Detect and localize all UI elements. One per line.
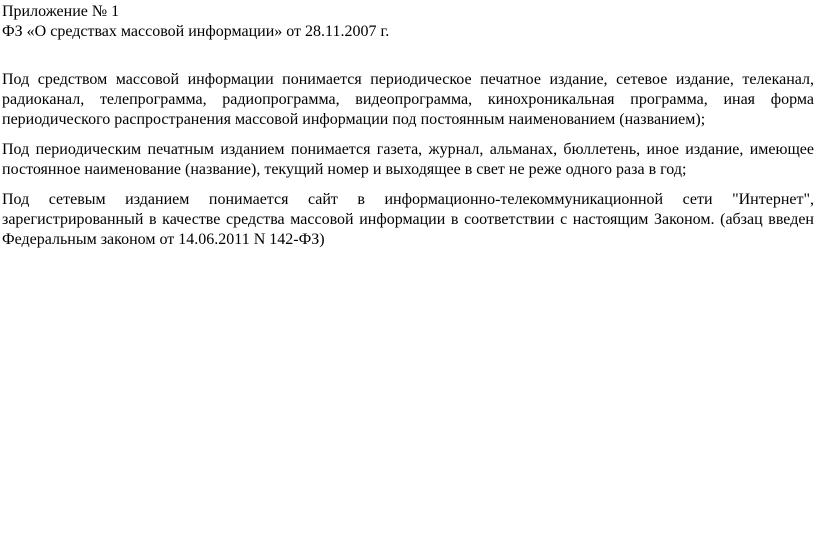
definition-paragraph-media: Под средством массовой информации понимается периодическое печатное издание, сетевое издание, телеканал, радиоканал, телепрограмма, радиопрограмма, видеопрограмма, кинохроникальная программа, иная форма периодического распространения массовой информации под постоянным наименованием (названием);	[2, 71, 814, 128]
document-body	[2, 70, 814, 250]
law-reference: ФЗ «О средствах массовой информации» от 28.11.2007 г.	[2, 23, 390, 40]
appendix-title: Приложение № 1	[2, 3, 120, 20]
document-header	[2, 2, 389, 42]
definition-paragraph-periodical: Под периодическим печатным изданием понимается газета, журнал, альманах, бюллетень, иное издание, имеющее постоянное наименование (название), текущий номер и выходящее в свет не реже одного раза в год;	[2, 141, 814, 178]
definition-paragraph-online-edition: Под сетевым изданием понимается сайт в информационно-телекоммуникационной сети "Интернет", зарегистрированный в качестве средства массовой информации в соответствии с настоящим Законом. (абзац введен Федеральным законом от 14.06.2011 N 142-ФЗ)	[2, 191, 814, 248]
